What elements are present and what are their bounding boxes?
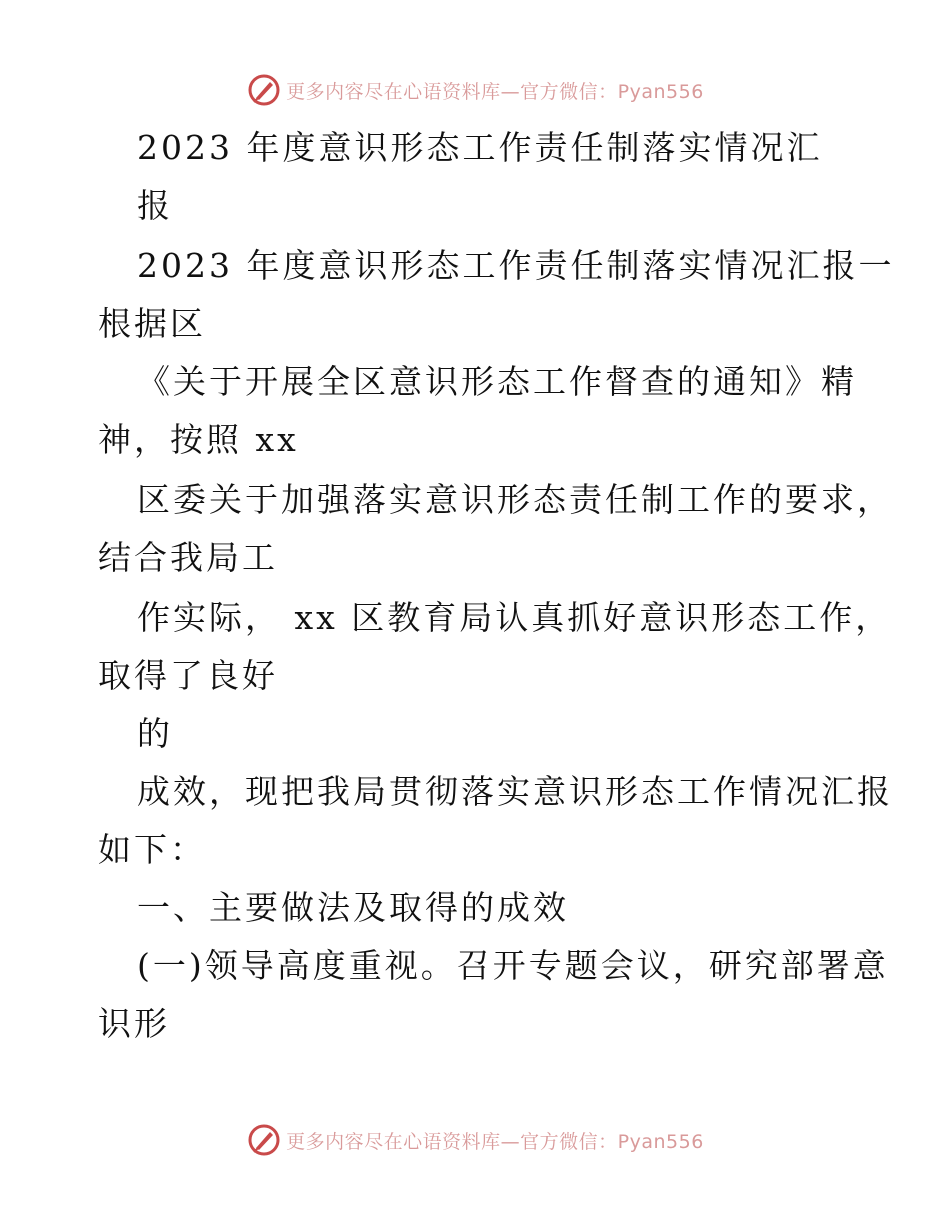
quill-pen-logo-icon (246, 72, 282, 108)
text-line-16: 识形 (98, 1004, 170, 1043)
text-line-12: 成效，现把我局贯彻落实意识形态工作情况汇报 (137, 772, 893, 811)
text-line-2: 报 (137, 186, 173, 225)
text-line-5: 《关于开展全区意识形态工作督查的通知》精 (137, 362, 857, 401)
text-line-10: 取得了良好 (98, 656, 278, 695)
watermark-text: 更多内容尽在心语资料库—官方微信：Pyan556 (286, 1130, 704, 1153)
watermark-footer (0, 1120, 950, 1160)
text-line-7: 区委关于加强落实意识形态责任制工作的要求， (137, 480, 893, 519)
watermark-header (0, 70, 950, 110)
text-line-8: 结合我局工 (98, 538, 278, 577)
quill-pen-logo-icon (246, 1122, 282, 1158)
text-line-9: 作实际， xx 区教育局认真抓好意识形态工作， (137, 598, 892, 637)
section-heading: 一、主要做法及取得的成效 (137, 888, 569, 927)
watermark-text: 更多内容尽在心语资料库—官方微信：Pyan556 (286, 80, 704, 103)
text-line-3: 2023 年度意识形态工作责任制落实情况汇报一 (137, 246, 895, 285)
text-line-1: 2023 年度意识形态工作责任制落实情况汇 (137, 128, 823, 167)
text-line-11: 的 (137, 714, 173, 753)
text-line-6: 神，按照 xx (98, 420, 299, 459)
text-line-4: 根据区 (98, 304, 206, 343)
text-line-13: 如下： (98, 830, 206, 869)
text-line-15: (一)领导高度重视。召开专题会议，研究部署意 (137, 946, 889, 985)
